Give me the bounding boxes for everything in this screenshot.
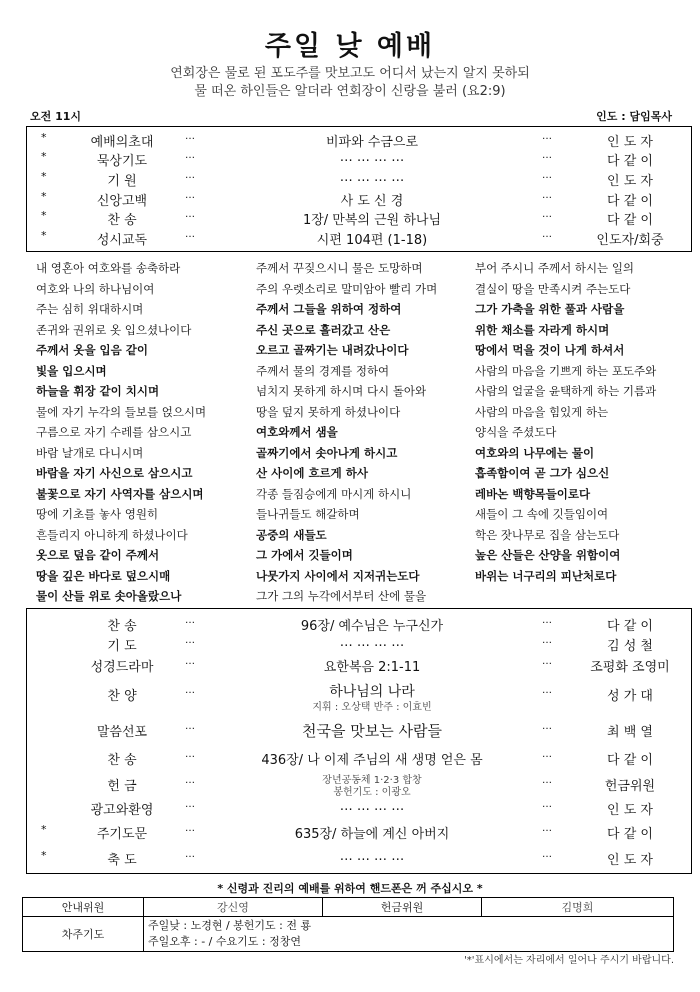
order-content: 요한복음 2:1-11 <box>323 660 421 675</box>
order-content: 436장/ 나 이제 주님의 새 생명 얻은 몸 <box>261 753 483 768</box>
order-person: 조평화 조영미 <box>590 660 670 675</box>
psalm-line: 사람의 마음을 기쁘게 하는 포도주와 <box>475 363 657 378</box>
psalm-line: 학은 잣나무로 집을 삼는도다 <box>475 527 620 542</box>
order-label: 묵상기도 <box>96 154 148 169</box>
page-title: 주일 낮 예배 <box>264 31 436 62</box>
dot-leader: … <box>185 190 195 201</box>
order-label: 신앙고백 <box>96 194 148 209</box>
order-person: 다 같 이 <box>607 213 653 228</box>
order-content: 사 도 신 경 <box>340 194 404 209</box>
order-content: 천국을 맛보는 사람들 <box>302 722 442 740</box>
order-person: 성 가 대 <box>607 689 653 704</box>
stand-marker: * <box>41 170 47 183</box>
dot-leader: … <box>185 656 195 667</box>
order-content: … … … … <box>339 150 405 165</box>
order-label: 기 도 <box>107 639 137 654</box>
standing-note: '*'표시에서는 자리에서 일어나 주시기 바랍니다. <box>464 955 674 966</box>
psalm-line: 오르고 골짜기는 내려갔나이다 <box>256 343 409 357</box>
order-label: 찬 송 <box>107 213 137 228</box>
order-person: 최 백 열 <box>607 725 653 740</box>
order-person: 인 도 자 <box>607 803 653 818</box>
order-content: 비파와 수금으로 <box>325 135 419 150</box>
psalm-line: 산 사이에 흐르게 하사 <box>256 466 368 480</box>
psalm-line: 빛을 입으시며 <box>36 363 107 378</box>
stand-marker: * <box>41 131 47 144</box>
psalm-line: 여호와 나의 하나님이여 <box>36 281 155 296</box>
order-label: 광고와환영 <box>90 803 154 818</box>
order-content: 장년공동체 1·2·3 합창 <box>322 775 422 786</box>
service-leader: 인도 : 담임목사 <box>596 110 672 123</box>
stand-marker: * <box>41 849 47 862</box>
order-label: 성경드라마 <box>90 660 154 675</box>
volunteer-table <box>22 897 674 952</box>
order-label: 성시교독 <box>96 233 148 248</box>
order-person: 인 도 자 <box>607 135 653 150</box>
order-subcontent: 지휘 : 오상택 반주 : 이효빈 <box>312 702 432 713</box>
phone-notice: * 신령과 진리의 예배를 위하여 핸드폰은 꺼 주십시오 * <box>217 882 483 895</box>
order-label: 주기도문 <box>96 827 148 842</box>
dot-leader: … <box>185 749 195 760</box>
psalm-line: 흡족함이여 곧 그가 심으신 <box>475 466 610 480</box>
service-time: 오전 11시 <box>30 110 82 123</box>
dot-leader: … <box>185 775 195 786</box>
order-content: … … … … <box>339 635 405 650</box>
psalm-line: 들나귀들도 해갈하며 <box>256 507 360 521</box>
psalm-line: 불꽃으로 자기 사역자를 삼으시며 <box>36 486 204 501</box>
dot-leader: … <box>542 131 552 142</box>
order-person: 다 같 이 <box>607 619 653 634</box>
order-label: 예배의초대 <box>90 135 154 150</box>
psalm-line: 하늘을 휘장 같이 치시며 <box>36 384 160 398</box>
psalm-line: 물이 산들 위로 솟아올랐으나 <box>36 589 182 603</box>
psalm-line: 바위는 너구리의 피난처로다 <box>475 568 617 583</box>
psalm-line: 주께서 옷을 입음 같이 <box>36 343 148 357</box>
psalm-line: 주는 심히 위대하시며 <box>36 302 144 316</box>
next-prayer-line-2: 주일오후 : - / 수요기도 : 정창연 <box>148 935 301 948</box>
stand-marker: * <box>41 823 47 836</box>
next-prayer-label: 차주기도 <box>23 917 144 952</box>
order-label: 기 원 <box>107 174 137 189</box>
order-person: 헌금위원 <box>604 779 656 794</box>
dot-leader: … <box>185 635 195 646</box>
order-person: 인 도 자 <box>607 174 653 189</box>
dot-leader: … <box>185 615 195 626</box>
dot-leader: … <box>185 209 195 220</box>
order-label: 헌 금 <box>107 779 137 794</box>
psalm-line: 바람 날개로 다니시며 <box>36 445 144 460</box>
psalm-line: 주신 곳으로 흘러갔고 산은 <box>256 322 391 337</box>
order-content: 96장/ 예수님은 누구신가 <box>300 619 444 634</box>
psalm-line: 그가 그의 누각에서부터 산에 물을 <box>256 589 427 603</box>
psalm-line: 골짜기에서 솟아나게 하시고 <box>256 445 398 460</box>
psalm-line: 물에 자기 누각의 들보를 얹으시며 <box>36 404 207 419</box>
order-person: 인도자/회중 <box>596 233 664 248</box>
psalm-line: 그 가에서 깃들이며 <box>256 548 353 562</box>
psalm-column-1 <box>36 258 206 607</box>
order-person: 다 같 이 <box>607 753 653 768</box>
dot-leader: … <box>542 150 552 161</box>
dot-leader: … <box>542 209 552 220</box>
volunteer-row <box>23 898 674 917</box>
dot-leader: … <box>542 170 552 181</box>
order-content: 하나님의 나라 <box>329 684 415 700</box>
order-content: … … … … <box>339 849 405 864</box>
dot-leader: … <box>542 849 552 860</box>
psalm-line: 결실이 땅을 만족시켜 주는도다 <box>475 281 631 296</box>
psalm-line: 주의 우렛소리로 말미암아 빨리 가며 <box>256 281 438 296</box>
order-label: 찬 송 <box>107 753 137 768</box>
psalm-line: 흔들리지 아니하게 하셨나이다 <box>36 527 188 542</box>
psalm-line: 각종 들짐승에게 마시게 하시니 <box>256 486 412 501</box>
order-label: 말씀선포 <box>96 725 148 740</box>
psalm-line: 부어 주시니 주께서 하시는 일의 <box>475 261 635 275</box>
dot-leader: … <box>542 685 552 696</box>
order-label: 축 도 <box>107 853 137 868</box>
order-label: 찬 양 <box>107 689 137 704</box>
scripture-line-1: 연회장은 물로 된 포도주를 맛보고도 어디서 났는지 알지 못하되 <box>170 66 530 81</box>
psalm-line: 바람을 자기 사신으로 삼으시고 <box>36 466 193 480</box>
psalm-line: 그가 가축을 위한 풀과 사람을 <box>475 302 625 316</box>
dot-leader: … <box>185 849 195 860</box>
dot-leader: … <box>542 615 552 626</box>
dot-leader: … <box>185 131 195 142</box>
psalm-column-2 <box>256 258 437 607</box>
next-prayer-line-1: 주일낮 : 노경현 / 봉헌기도 : 전 룡 <box>148 919 312 932</box>
dot-leader: … <box>542 190 552 201</box>
usher-label: 안내위원 <box>23 898 144 917</box>
order-content: 1장/ 만복의 근원 하나님 <box>302 213 442 228</box>
order-box-top <box>26 126 692 252</box>
offering-label: 헌금위원 <box>323 898 482 917</box>
order-box-bottom <box>26 608 692 874</box>
psalm-line: 주께서 물의 경계를 정하여 <box>256 363 390 378</box>
psalm-column-3 <box>475 258 656 586</box>
dot-leader: … <box>542 749 552 760</box>
psalm-line: 내 영혼아 여호와를 송축하라 <box>36 261 181 275</box>
psalm-line: 위한 채소를 자라게 하시며 <box>475 322 610 337</box>
dot-leader: … <box>542 775 552 786</box>
dot-leader: … <box>185 685 195 696</box>
scripture-line-2: 물 떠온 하인들은 알더라 연회장이 신랑을 불러 (요2:9) <box>194 84 506 99</box>
next-prayer-cell <box>144 917 674 952</box>
order-person: 다 같 이 <box>607 194 653 209</box>
dot-leader: … <box>185 799 195 810</box>
psalm-line: 주께서 그들을 위하여 정하여 <box>256 302 402 316</box>
psalm-line: 새들이 그 속에 깃들임이여 <box>475 507 609 521</box>
offering-value: 김명희 <box>482 898 674 917</box>
psalm-line: 땅에서 먹을 것이 나게 하셔서 <box>475 343 625 357</box>
order-content: … … … … <box>339 170 405 185</box>
psalm-line: 여호와께서 샘을 <box>256 425 338 439</box>
stand-marker: * <box>41 229 47 242</box>
psalm-line: 땅을 깊은 바다로 덮으시매 <box>36 568 171 583</box>
dot-leader: … <box>542 721 552 732</box>
order-content: … … … … <box>339 799 405 814</box>
dot-leader: … <box>542 635 552 646</box>
psalm-line: 넘치지 못하게 하시며 다시 돌아와 <box>256 384 427 398</box>
order-person: 다 같 이 <box>607 154 653 169</box>
psalm-line: 높은 산들은 산양을 위함이여 <box>475 548 621 562</box>
psalm-line: 양식을 주셨도다 <box>475 425 557 439</box>
psalm-line: 사람의 얼굴을 윤택하게 하는 기름과 <box>475 384 657 398</box>
order-person: 김 성 철 <box>607 639 653 654</box>
usher-value: 강신영 <box>144 898 323 917</box>
psalm-line: 땅을 덮지 못하게 하셨나이다 <box>256 404 401 419</box>
dot-leader: … <box>542 656 552 667</box>
order-person: 다 같 이 <box>607 827 653 842</box>
dot-leader: … <box>185 150 195 161</box>
psalm-line: 땅에 기초를 놓사 영원히 <box>36 507 159 521</box>
order-content: 635장/ 하늘에 계신 아버지 <box>294 827 450 842</box>
psalm-line: 존귀와 권위로 옷 입으셨나이다 <box>36 322 192 337</box>
stand-marker: * <box>41 190 47 203</box>
stand-marker: * <box>41 209 47 222</box>
dot-leader: … <box>185 170 195 181</box>
psalm-line: 나뭇가지 사이에서 지저귀는도다 <box>256 568 420 583</box>
dot-leader: … <box>542 799 552 810</box>
psalm-line: 주께서 꾸짖으시니 물은 도망하며 <box>256 261 423 275</box>
psalm-line: 옷으로 덮음 같이 주께서 <box>36 548 160 562</box>
dot-leader: … <box>185 229 195 240</box>
stand-marker: * <box>41 150 47 163</box>
psalm-line: 여호와의 나무에는 물이 <box>475 445 595 460</box>
dot-leader: … <box>185 823 195 834</box>
psalm-line: 레바논 백향목들이로다 <box>475 486 591 501</box>
next-prayer-row <box>23 917 674 952</box>
order-content: 시편 104편 (1-18) <box>316 233 428 248</box>
psalm-line: 구름으로 자기 수레를 삼으시고 <box>36 425 192 439</box>
order-label: 찬 송 <box>107 619 137 634</box>
dot-leader: … <box>542 229 552 240</box>
psalm-line: 사람의 마음을 힘있게 하는 <box>475 404 609 419</box>
dot-leader: … <box>542 823 552 834</box>
psalm-line: 공중의 새들도 <box>256 527 327 542</box>
dot-leader: … <box>185 721 195 732</box>
order-subcontent: 봉헌기도 : 이광오 <box>333 787 411 798</box>
order-person: 인 도 자 <box>607 853 653 868</box>
